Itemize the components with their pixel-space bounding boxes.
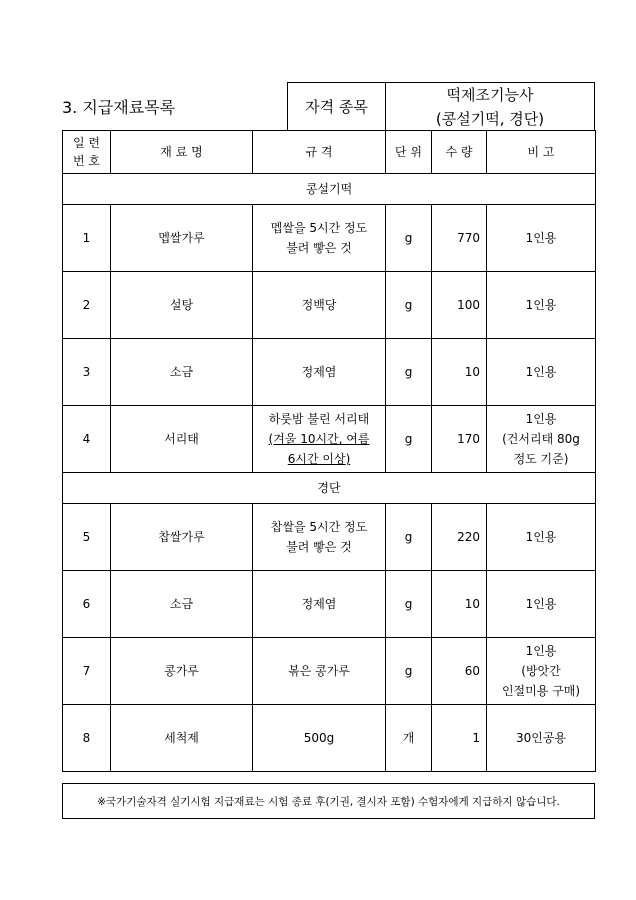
row-qty: 10 <box>432 571 487 638</box>
row-no: 5 <box>63 504 111 571</box>
table-row <box>63 406 596 473</box>
row-qty: 60 <box>432 638 487 705</box>
row-unit: g <box>386 406 432 473</box>
row-note: 1인용 <box>487 205 596 272</box>
row-qty: 170 <box>432 406 487 473</box>
page-title: 3. 지급재료목록 <box>62 97 176 117</box>
row-name: 세척제 <box>111 705 253 772</box>
row-name: 찹쌀가루 <box>111 504 253 571</box>
col-header-no: 일 련 번 호 <box>63 131 111 174</box>
row-no: 2 <box>63 272 111 339</box>
qualification-value <box>386 83 594 130</box>
qualification-value-line2: (콩설기떡, 경단) <box>435 109 545 128</box>
row-unit: 개 <box>386 705 432 772</box>
row-unit: g <box>386 571 432 638</box>
row-unit: g <box>386 205 432 272</box>
table-row <box>63 504 596 571</box>
table-row <box>63 571 596 638</box>
row-name: 설탕 <box>111 272 253 339</box>
col-header-qty: 수 량 <box>432 131 487 174</box>
section-row <box>63 174 596 205</box>
row-note: 1인용 <box>487 272 596 339</box>
row-qty: 10 <box>432 339 487 406</box>
row-no: 4 <box>63 406 111 473</box>
row-unit: g <box>386 504 432 571</box>
col-header-name: 재 료 명 <box>111 131 253 174</box>
row-note: 1인용 (방앗간 인절미용 구매) <box>487 638 596 705</box>
table-row <box>63 272 596 339</box>
qualification-label: 자격 종목 <box>288 83 386 130</box>
row-name: 소금 <box>111 571 253 638</box>
row-note: 1인용 <box>487 571 596 638</box>
table-row <box>63 638 596 705</box>
row-note: 1인용 <box>487 339 596 406</box>
table-row <box>63 339 596 406</box>
materials-table <box>62 130 596 772</box>
row-no: 8 <box>63 705 111 772</box>
table-header-row <box>63 131 596 174</box>
row-no: 1 <box>63 205 111 272</box>
row-spec: 하룻밤 불린 서리태 (겨울 10시간, 여름 6시간 이상) <box>253 406 386 473</box>
table-row <box>63 705 596 772</box>
row-no: 7 <box>63 638 111 705</box>
table-row <box>63 205 596 272</box>
qualification-value-line1: 떡제조기능사 <box>446 85 534 104</box>
row-spec: 정제염 <box>253 571 386 638</box>
row-note: 1인용 (건서리태 80g 정도 기준) <box>487 406 596 473</box>
row-name: 서리태 <box>111 406 253 473</box>
section-row <box>63 473 596 504</box>
row-spec: 멥쌀을 5시간 정도 불려 빻은 것 <box>253 205 386 272</box>
document-header <box>62 82 595 130</box>
col-header-note: 비 고 <box>487 131 596 174</box>
row-no: 3 <box>63 339 111 406</box>
row-name: 멥쌀가루 <box>111 205 253 272</box>
row-qty: 1 <box>432 705 487 772</box>
row-spec: 찹쌀을 5시간 정도 불려 빻은 것 <box>253 504 386 571</box>
row-spec: 정백당 <box>253 272 386 339</box>
row-note: 30인공용 <box>487 705 596 772</box>
section-title: 경단 <box>63 473 596 504</box>
row-name: 소금 <box>111 339 253 406</box>
col-header-unit: 단 위 <box>386 131 432 174</box>
row-note: 1인용 <box>487 504 596 571</box>
footer-note: ※국가기술자격 실기시험 지급재료는 시험 종료 후(기권, 결시자 포함) 수험자에게 지급하지 않습니다. <box>62 783 595 819</box>
section-title: 콩설기떡 <box>63 174 596 205</box>
row-spec: 볶은 콩가루 <box>253 638 386 705</box>
row-qty: 100 <box>432 272 487 339</box>
row-name: 콩가루 <box>111 638 253 705</box>
row-qty: 770 <box>432 205 487 272</box>
row-unit: g <box>386 638 432 705</box>
row-qty: 220 <box>432 504 487 571</box>
row-spec: 500g <box>253 705 386 772</box>
row-unit: g <box>386 272 432 339</box>
row-no: 6 <box>63 571 111 638</box>
qualification-box <box>287 82 595 130</box>
col-header-spec: 규 격 <box>253 131 386 174</box>
row-unit: g <box>386 339 432 406</box>
row-spec: 정제염 <box>253 339 386 406</box>
